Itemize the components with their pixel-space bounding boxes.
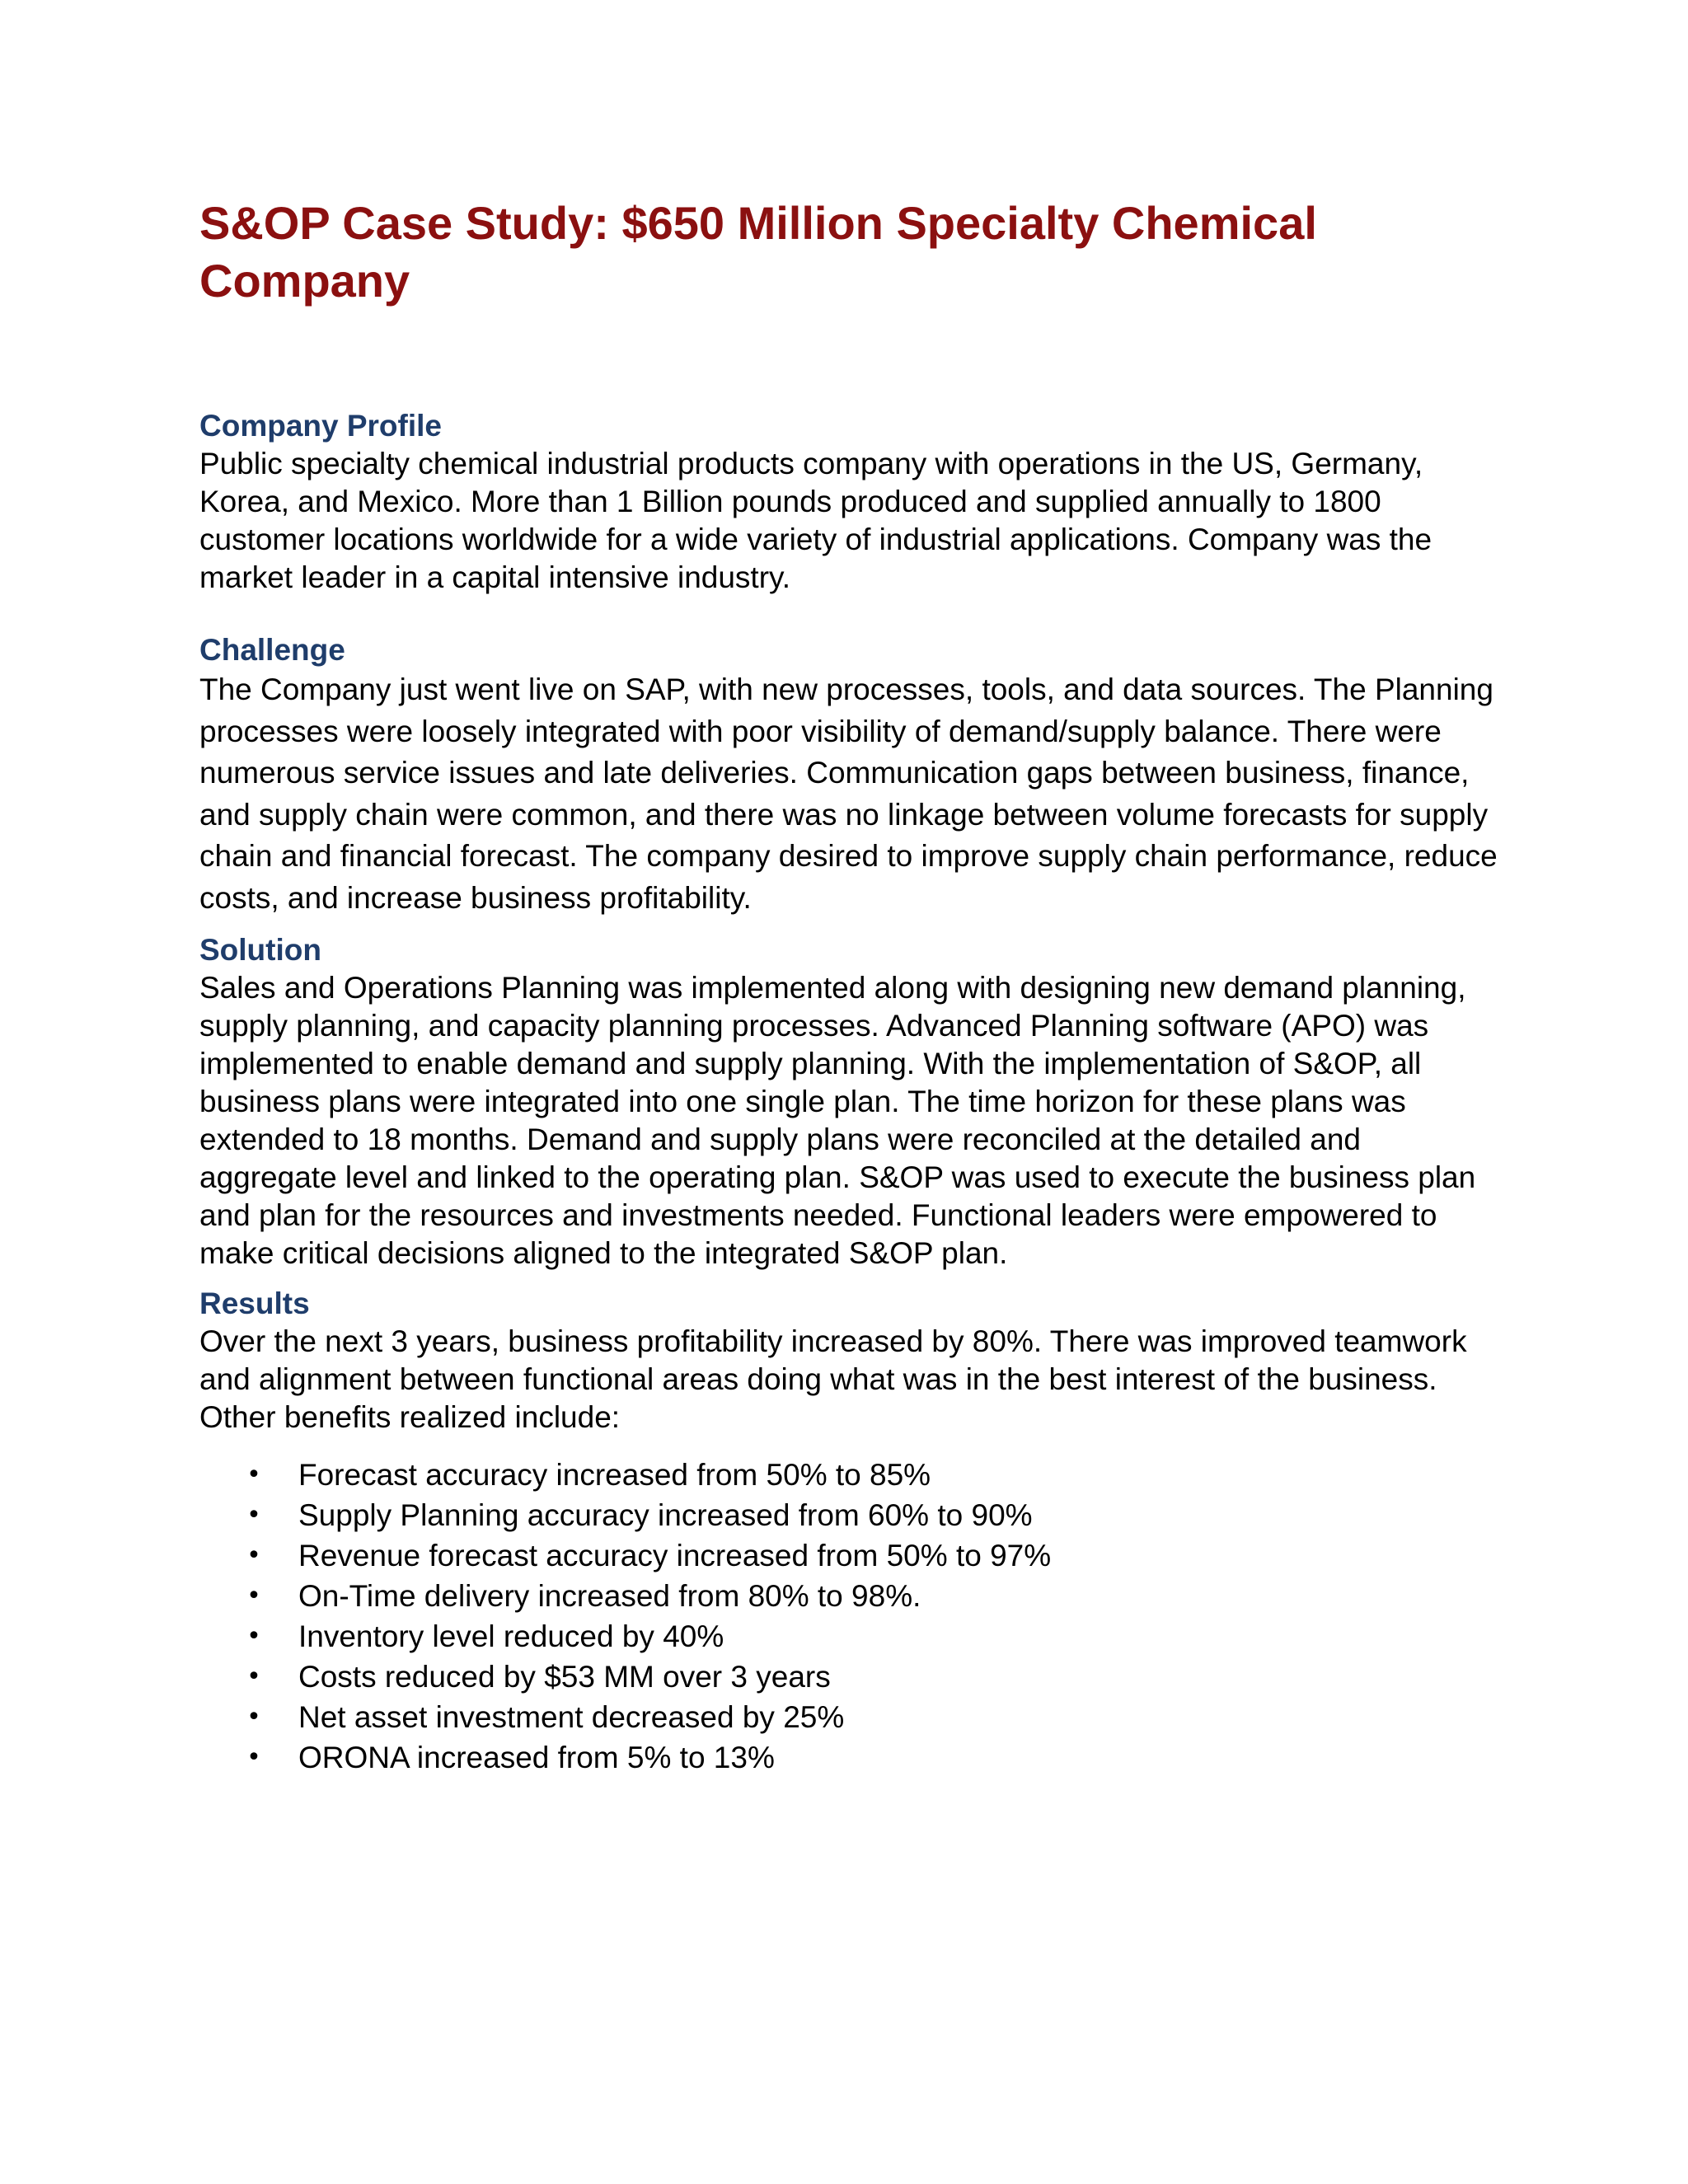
- company-profile-heading: Company Profile: [199, 409, 442, 443]
- benefits-list: [199, 1455, 1502, 1778]
- bullet-icon: •: [246, 1662, 261, 1691]
- benefit-text: ORONA increased from 5% to 13%: [298, 1741, 775, 1774]
- benefit-item: [199, 1657, 1502, 1697]
- solution-text: Sales and Operations Planning was implemented along with designing new demand planning, supply planning, and capacity planning processes. Advanced Planning software (APO) was implemented to enable demand and supply planning. With the implementation of S&OP, all business plans were integrated into one single plan. The time horizon for these plans was extended to 18 months. Demand and supply plans were reconciled at the detailed and aggregate level and linked to the operating plan. S&OP was used to execute the business plan and plan for the resources and investments needed. Functional leaders were empowered to make critical decisions aligned to the integrated S&OP plan.: [199, 971, 1476, 1270]
- benefit-item: [199, 1535, 1502, 1576]
- results-heading: Results: [199, 1286, 310, 1320]
- bullet-icon: •: [246, 1622, 261, 1651]
- benefit-item: [199, 1495, 1502, 1535]
- benefit-item: [199, 1737, 1502, 1778]
- challenge-text: The Company just went live on SAP, with new processes, tools, and data sources. The Planning processes were loosely integrated with poor visibility of demand/supply balance. There were numerous service issues and late deliveries. Communication gaps between business, finance, and supply chain were common, and there was no linkage between volume forecasts for supply chain and financial forecast. The company desired to improve supply chain performance, reduce costs, and increase business profitability.: [199, 673, 1498, 915]
- benefit-item: [199, 1697, 1502, 1737]
- challenge-section: [199, 631, 1502, 919]
- results-section: [199, 1285, 1502, 1778]
- benefit-text: Forecast accuracy increased from 50% to 85%: [298, 1458, 931, 1492]
- company-profile-section: [199, 407, 1502, 597]
- bullet-icon: •: [246, 1501, 261, 1530]
- benefit-text: Costs reduced by $53 MM over 3 years: [298, 1660, 831, 1694]
- results-text: Over the next 3 years, business profitability increased by 80%. There was improved teamwork and alignment between functional areas doing what was in the best interest of the business. Other benefits realized include:: [199, 1324, 1467, 1434]
- solution-heading: Solution: [199, 933, 321, 967]
- bullet-icon: •: [246, 1582, 261, 1610]
- bullet-icon: •: [246, 1460, 261, 1489]
- benefit-text: Supply Planning accuracy increased from 60% to 90%: [298, 1498, 1033, 1532]
- benefit-text: Net asset investment decreased by 25%: [298, 1700, 845, 1734]
- bullet-icon: •: [246, 1743, 261, 1772]
- page-title: S&OP Case Study: $650 Million Specialty Chemical Company: [199, 197, 1317, 307]
- document-page: [199, 194, 1502, 1778]
- bullet-icon: •: [246, 1541, 261, 1570]
- benefit-text: Revenue forecast accuracy increased from 50% to 97%: [298, 1539, 1052, 1572]
- challenge-heading: Challenge: [199, 633, 345, 667]
- company-profile-text: Public specialty chemical industrial products company with operations in the US, Germany, Korea, and Mexico. More than 1 Billion pounds produced and supplied annually to 1800 customer locations worldwide for a wide variety of industrial applications. Company was the market leader in a capital intensive industry.: [199, 447, 1432, 594]
- solution-section: [199, 931, 1502, 1272]
- benefit-text: Inventory level reduced by 40%: [298, 1619, 724, 1653]
- benefit-text: On-Time delivery increased from 80% to 98%.: [298, 1579, 921, 1613]
- benefit-item: [199, 1616, 1502, 1657]
- benefit-item: [199, 1455, 1502, 1495]
- bullet-icon: •: [246, 1703, 261, 1732]
- benefit-item: [199, 1576, 1502, 1616]
